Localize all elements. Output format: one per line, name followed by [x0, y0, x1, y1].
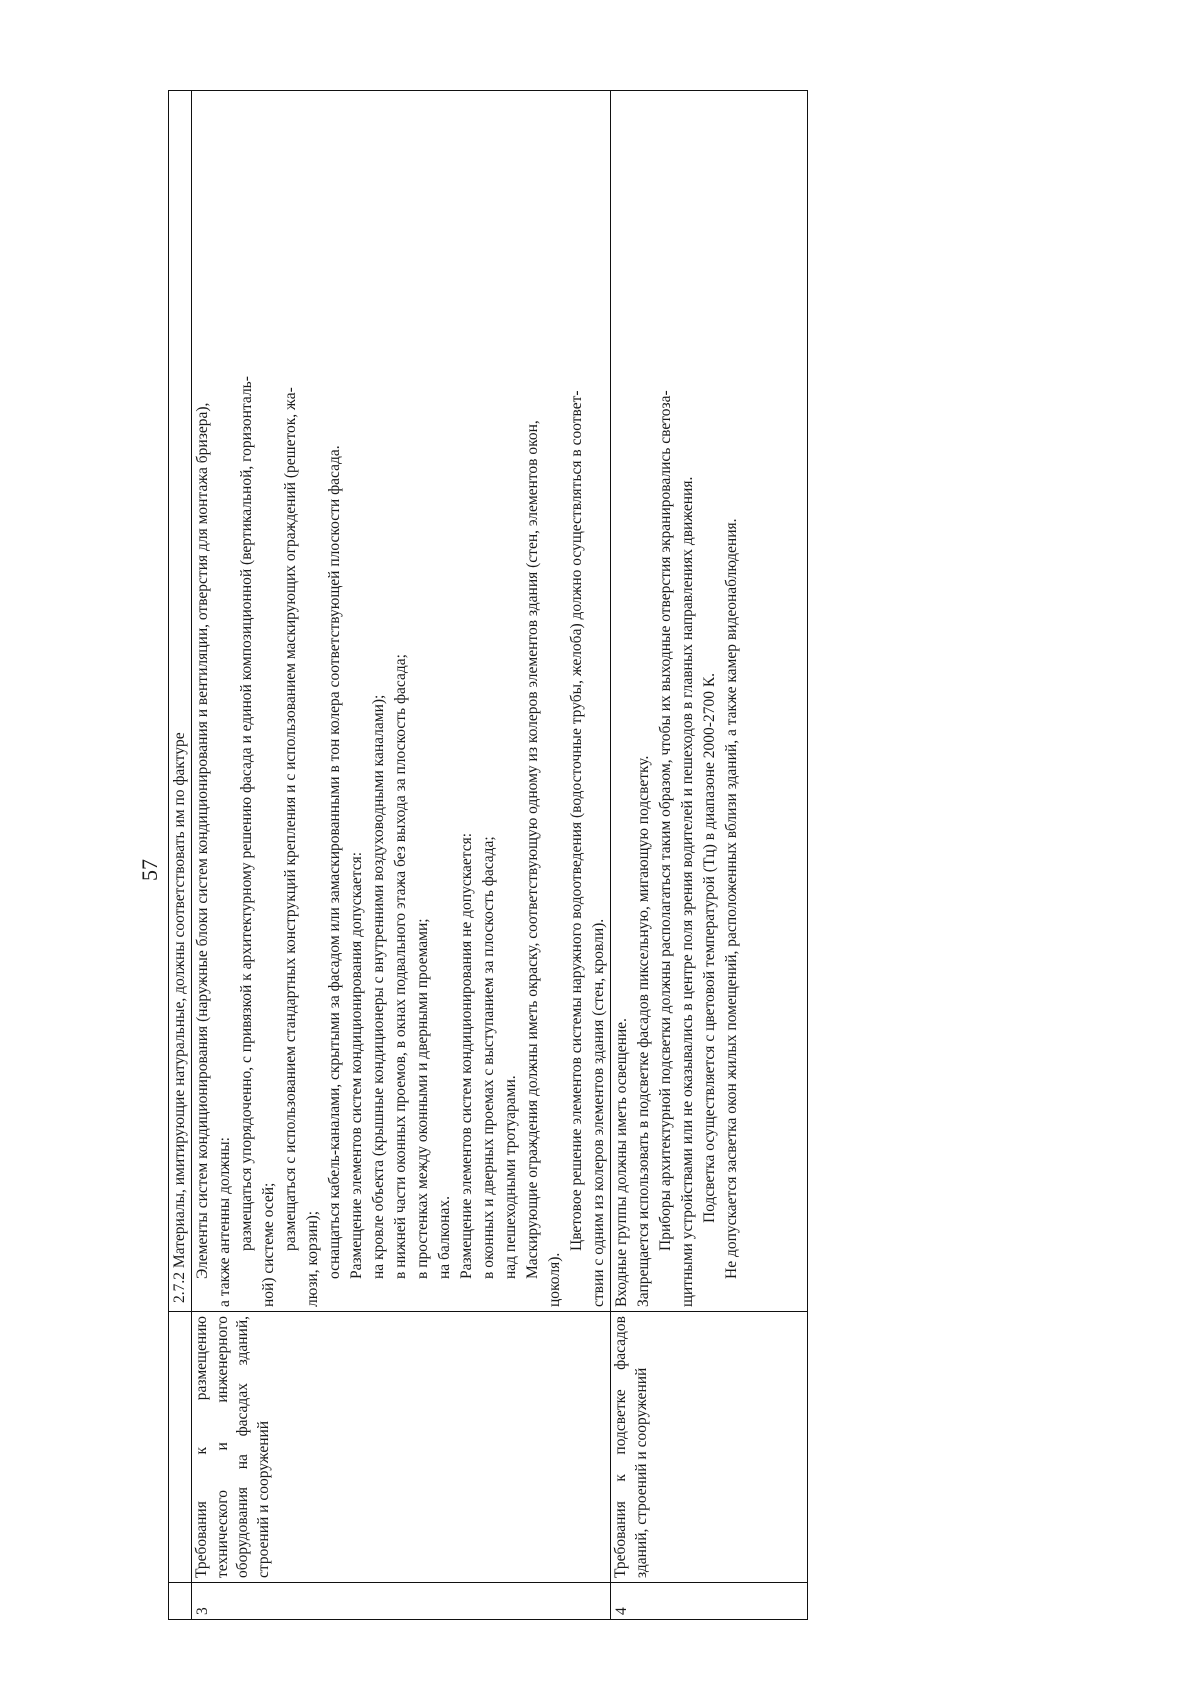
table-header-row [169, 91, 192, 1620]
row-number: 4 [611, 1583, 808, 1620]
header-category-cell [169, 1312, 192, 1583]
content-line: Приборы архитектурной подсветки должны располагаться таким образом, чтобы их выходные отверстия экранировались светоза- [657, 390, 674, 1251]
content-line: ной) системе осей; [260, 1182, 277, 1307]
intro-line: 2.7.2 Материалы, имитирующие натуральные, должны соответствовать им по фактуре [169, 91, 192, 1312]
content-line: люзи, корзин); [304, 1210, 321, 1307]
content-line: ствии с одним из колеров элементов здания (стен, кровли). [590, 918, 607, 1307]
content-line: на балконах. [436, 1196, 453, 1279]
content-line: размещаться упорядоченно, с привязкой к архитектурному решению фасада и единой композиционной (вертикальной, горизонталь- [238, 376, 255, 1251]
table-row [611, 91, 808, 1620]
row-number: 3 [192, 1583, 611, 1620]
content-line: Размещение элементов систем кондиционирования допускается: [348, 851, 365, 1279]
row-category: Требования к подсветке фасадов зданий, строений и сооружений [611, 1312, 808, 1583]
row-content [611, 91, 808, 1312]
content-line: щитными устройствами или не оказывались в центре поля зрения водителей и пешеходов в главных направлениях движения. [679, 476, 696, 1307]
content-line: в нижней части оконных проемов, в окнах подвального этажа без выхода за плоскость фасада; [392, 654, 409, 1279]
content-line: Элементы систем кондиционирования (наружные блоки систем кондиционирования и вентиляции, отверстия для монтажа бризера), [194, 402, 211, 1279]
content-line: Маскирующие ограждения должны иметь окраску, соответствующую одному из колеров элементов здания (стен, элементов окон, [524, 420, 541, 1279]
content-line: Цветовое решение элементов системы наружного водоотведения (водосточные трубы, желоба) должно осуществляться в соответ- [568, 390, 585, 1251]
content-line: над пешеходными тротуарами. [502, 1075, 519, 1279]
page-number: 57 [137, 859, 162, 881]
rotated-page-content [168, 90, 808, 1620]
content-line: оснащаться кабель-каналами, скрытыми за фасадом или замаскированными в тон колера соответствующей плоскости фасада. [326, 445, 343, 1279]
content-line: Запрещается использовать в подсветке фасадов пиксельную, мигающую подсветку. [635, 755, 652, 1307]
row-category: Требования к размещению технического и инженерного оборудования на фасадах зданий, строений и сооружений [192, 1312, 611, 1583]
content-line: цоколя). [546, 1252, 563, 1307]
content-line: в оконных и дверных проемах с выступанием за плоскость фасада; [480, 836, 497, 1279]
content-line: Размещение элементов систем кондиционирования не допускается: [458, 832, 475, 1279]
landscape-table-frame [168, 90, 808, 1620]
header-number-cell [169, 1583, 192, 1620]
content-line: а также антенны должны: [216, 1137, 233, 1307]
content-line: Входные группы должны иметь освещение. [613, 1018, 630, 1307]
content-line: размещаться с использованием стандартных конструкций крепления и с использованием маскирующих ограждений (решеток, жа- [282, 387, 299, 1251]
requirements-table [168, 90, 808, 1620]
table-row [192, 91, 611, 1620]
content-line: в простенках между оконными и дверными проемами; [414, 918, 431, 1279]
content-line: на кровле объекта (крышные кондиционеры с внутренними воздуховодными каналами); [370, 694, 387, 1279]
content-line: Подсветка осуществляется с цветовой температурой (Тц) в диапазоне 2000-2700 К. [701, 672, 718, 1223]
content-line: Не допускается засветка окон жилых помещений, расположенных вблизи зданий, а также камер видеонаблюдения. [723, 518, 740, 1279]
row-content [192, 91, 611, 1312]
